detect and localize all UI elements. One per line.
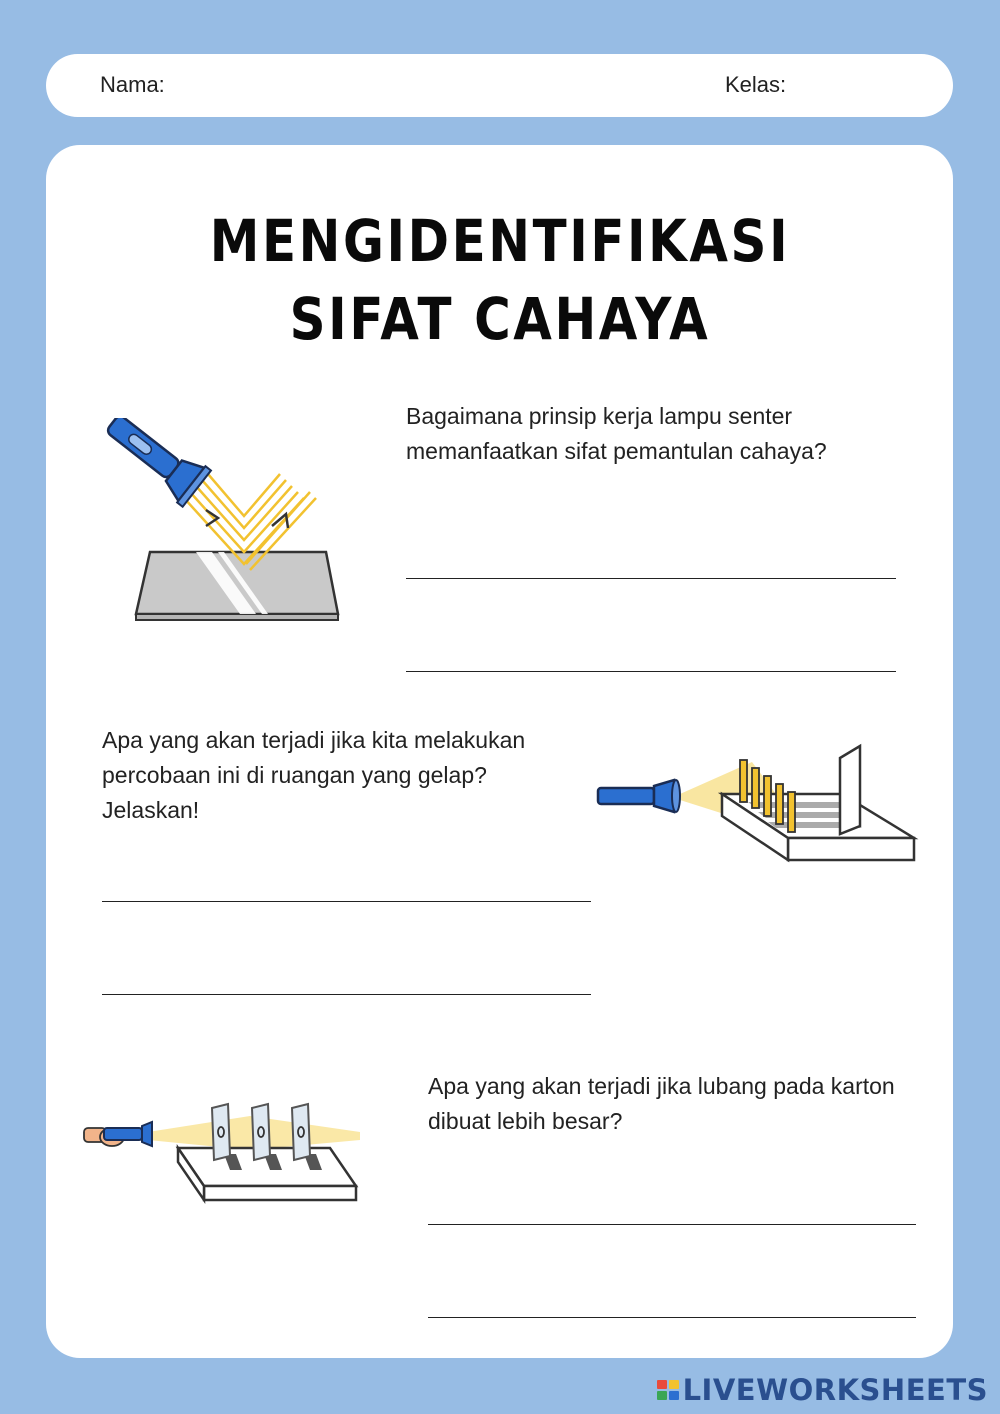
answer-line-2b[interactable] (102, 994, 591, 995)
answer-line-1b[interactable] (406, 671, 896, 672)
watermark-text: LIVEWORKSHEETS (682, 1373, 988, 1407)
answer-line-1a[interactable] (406, 578, 896, 579)
page-title-line-2: SIFAT CAHAYA (289, 285, 711, 353)
liveworksheets-logo-icon (657, 1380, 679, 1400)
flashlight-cardboard-illustration (80, 1098, 365, 1208)
flashlight-mirror-illustration (96, 418, 346, 628)
liveworksheets-watermark (657, 1373, 988, 1407)
answer-line-3b[interactable] (428, 1317, 916, 1318)
page-title-line-1: MENGIDENTIFIKASI (209, 207, 791, 275)
kelas-label: Kelas: (725, 72, 787, 97)
question-2: Apa yang akan terjadi jika kita melakukan percobaan ini di ruangan yang gelap? Jelaskan! (102, 727, 526, 823)
question-1: Bagaimana prinsip kerja lampu senter memanfaatkan sifat pemantulan cahaya? (406, 403, 827, 464)
nama-label: Nama: (100, 72, 165, 97)
header-bar (46, 54, 953, 117)
question-3: Apa yang akan terjadi jika lubang pada karton dibuat lebih besar? (428, 1073, 895, 1134)
answer-line-3a[interactable] (428, 1224, 916, 1225)
flashlight-comb-illustration (592, 742, 922, 872)
answer-line-2a[interactable] (102, 901, 591, 902)
